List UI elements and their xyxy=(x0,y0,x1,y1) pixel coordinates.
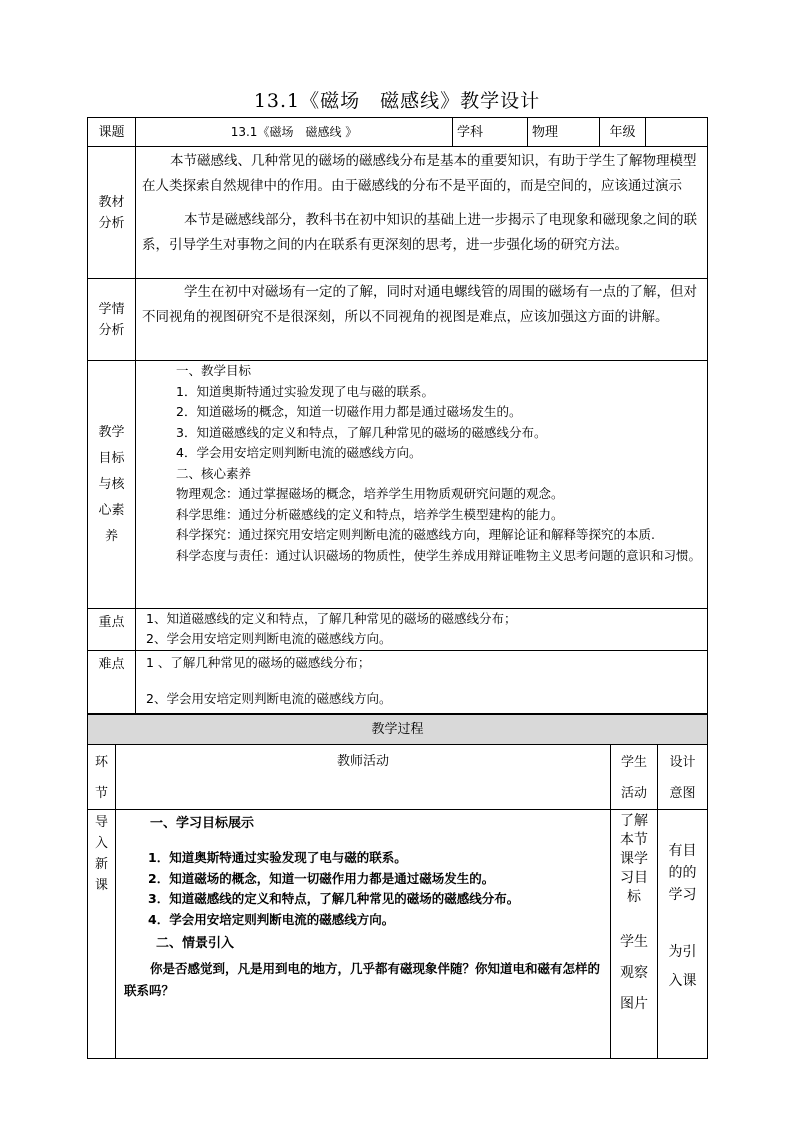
learner-para: 学生在初中对磁场有一定的了解，同时对通电螺线管的周围的磁场有一点的了解，但对不同视角的视图研究不是很深刻，所以不同视角的视图是难点，应该加强这方面的讲解。 xyxy=(142,284,697,325)
process-item-3: 3．知道磁感线的定义和特点，了解几种常见的磁场的磁感线分布。 xyxy=(148,891,520,906)
student-line-3: 课学 xyxy=(620,851,648,867)
col-student-1: 学生 xyxy=(620,755,647,770)
col-design xyxy=(658,745,708,810)
scene-question: 你是否感觉到，凡是用到电的地方，几乎都有磁现象伴随？你知道电和磁有怎样的联系吗？ xyxy=(124,961,601,998)
stage-char-2: 入 xyxy=(94,836,108,851)
goal-item-3: 3．知道磁感线的定义和特点，了解几种常见的磁场的磁感线分布。 xyxy=(176,424,547,440)
course-value: 13.1《磁场 磁感线 》 xyxy=(136,118,453,147)
student-activity xyxy=(611,810,658,1059)
key-point-1: 1、知道磁感线的定义和特点，了解几种常见的磁场的磁感线分布； xyxy=(146,611,517,626)
difficult-point-1: 1 、了解几种常见的磁场的磁感线分布； xyxy=(146,655,371,670)
literacy-2: 科学思维：通过分析磁感线的定义和特点，培养学生模型建构的能力。 xyxy=(176,506,564,522)
goals-label xyxy=(88,361,136,609)
goals-label-5: 养 xyxy=(104,528,118,544)
student-line-8: 图片 xyxy=(620,996,648,1012)
learner-label xyxy=(88,279,136,361)
design-line-1: 有目 xyxy=(668,843,697,859)
goal-item-4: 4．学会用安培定则判断电流的磁感线方向。 xyxy=(176,445,422,460)
student-line-6: 学生 xyxy=(620,934,648,950)
process-item-4: 4．学会用安培定则判断电流的磁感线方向。 xyxy=(148,911,395,927)
section-goals-heading: 一、学习目标展示 xyxy=(150,816,255,831)
textbook-para-1: 本节磁感线、几种常见的磁场的磁感线分布是基本的重要知识，有助于学生了解物理模型在人类探索自然规律中的作用。由于磁感线的分布不是平面的，而是空间的，应该通过演示 xyxy=(142,153,697,194)
col-stage xyxy=(88,745,116,810)
stage-cell xyxy=(88,810,116,1059)
key-points-row xyxy=(88,609,708,651)
stage-char-3: 新 xyxy=(94,857,108,872)
goals-label-3: 与核 xyxy=(98,476,125,492)
process-band: 教学过程 xyxy=(88,715,708,745)
textbook-label-1: 教材 xyxy=(98,194,125,210)
process-row-intro xyxy=(88,810,708,1059)
student-line-5: 标 xyxy=(627,889,641,905)
col-teacher: 教师活动 xyxy=(116,745,611,810)
col-student xyxy=(611,745,658,810)
goals-label-1: 教学 xyxy=(98,424,125,440)
textbook-label xyxy=(88,147,136,279)
goals-row xyxy=(88,361,708,609)
process-item-2: 2．知道磁场的概念，知道一切磁作用力都是通过磁场发生的。 xyxy=(148,870,495,886)
student-line-1: 了解 xyxy=(620,813,648,829)
textbook-para-2: 本节是磁感线部分，教科书在初中知识的基础上进一步揭示了电现象和磁现象之间的联系，引导学生对事物之间的内在联系有更深刻的思考，进一步强化场的研究方法。 xyxy=(142,212,697,253)
student-line-7: 观察 xyxy=(620,965,648,981)
goals-label-2: 目标 xyxy=(98,450,125,466)
literacy-3: 科学探究：通过探究用安培定则判断电流的磁感线方向，理解论证和解释等探究的本质. xyxy=(176,527,655,542)
textbook-row xyxy=(88,147,708,279)
grade-label: 年级 xyxy=(600,118,646,147)
col-stage-1: 环 xyxy=(94,755,108,770)
goal-item-2: 2．知道磁场的概念，知道一切磁作用力都是通过磁场发生的。 xyxy=(176,404,522,419)
design-line-2: 的的 xyxy=(668,865,697,881)
design-line-5: 入课 xyxy=(668,973,697,989)
student-line-4: 习目 xyxy=(620,870,648,886)
textbook-label-2: 分析 xyxy=(98,215,125,231)
col-stage-2: 节 xyxy=(94,786,108,801)
literacy-1: 物理观念：通过掌握磁场的概念，培养学生用物质观研究问题的观念。 xyxy=(176,486,564,501)
process-item-1: 1．知道奥斯特通过实验发现了电与磁的联系。 xyxy=(148,850,407,865)
goal-item-1: 1．知道奥斯特通过实验发现了电与磁的联系。 xyxy=(176,383,434,399)
col-design-2: 意图 xyxy=(669,786,696,801)
course-label: 课题 xyxy=(88,118,136,147)
subject-label: 学科 xyxy=(453,118,528,147)
goals-heading-2: 二、核心素养 xyxy=(176,465,252,481)
course-row xyxy=(88,118,708,147)
difficult-points-row xyxy=(88,651,708,714)
learner-row xyxy=(88,279,708,361)
stage-char-4: 课 xyxy=(94,878,108,893)
goals-heading-1: 一、教学目标 xyxy=(176,363,252,378)
document-title: 13.1《磁场 磁感线》教学设计 xyxy=(253,90,541,112)
stage-char-1: 导 xyxy=(94,815,108,830)
section-scene-heading: 二、情景引入 xyxy=(156,936,235,951)
lesson-info-table xyxy=(87,117,708,714)
difficult-point-2: 2、学会用安培定则判断电流的磁感线方向。 xyxy=(146,691,392,706)
process-header-row xyxy=(88,745,708,810)
difficult-points-label: 难点 xyxy=(88,651,136,714)
teaching-process-table xyxy=(87,714,708,1059)
design-line-4: 为引 xyxy=(668,944,697,960)
literacy-4: 科学态度与责任：通过认识磁场的物质性，使学生养成用辩证唯物主义思考问题的意识和习惯。 xyxy=(176,547,702,563)
goals-label-4: 心素 xyxy=(98,502,125,518)
col-design-1: 设计 xyxy=(669,755,696,770)
learner-label-1: 学情 xyxy=(98,301,125,317)
design-intent xyxy=(658,810,708,1059)
subject-value: 物理 xyxy=(528,118,600,147)
key-point-2: 2、学会用安培定则判断电流的磁感线方向。 xyxy=(146,631,392,646)
process-band-row xyxy=(88,715,708,745)
learner-label-2: 分析 xyxy=(98,322,125,338)
key-points-label: 重点 xyxy=(88,609,136,651)
student-line-2: 本节 xyxy=(620,832,648,848)
design-line-3: 学习 xyxy=(668,887,697,903)
col-student-2: 活动 xyxy=(620,786,647,801)
grade-value xyxy=(646,118,708,147)
